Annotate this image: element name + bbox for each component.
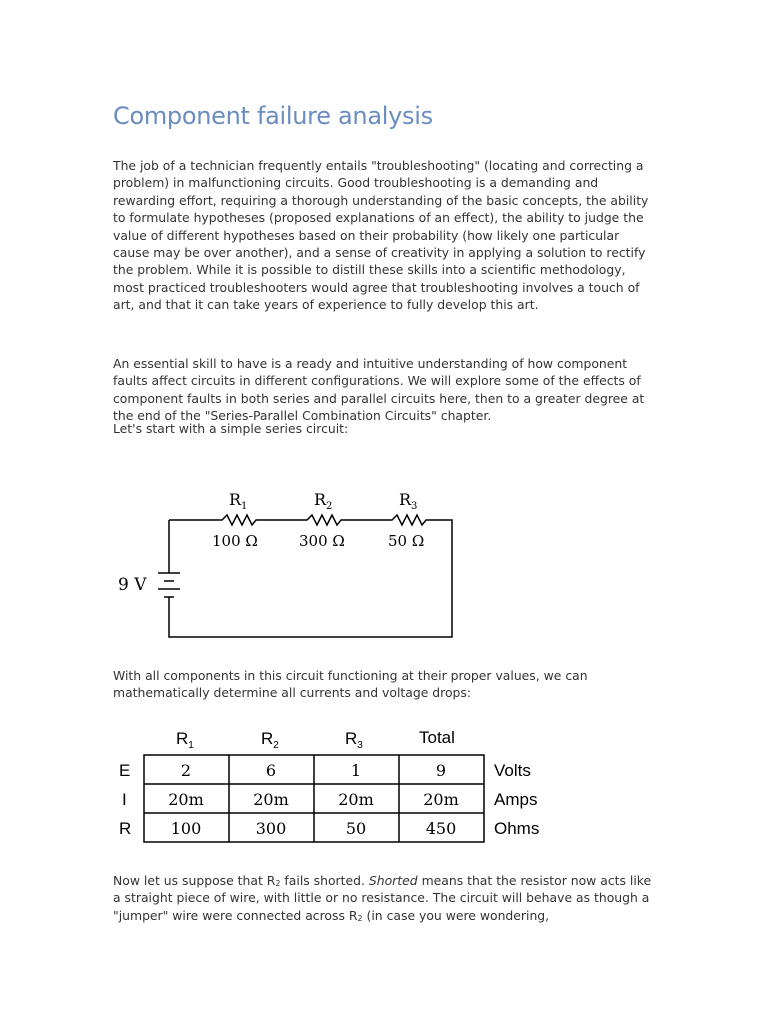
col-header-r3: $R_3$ xyxy=(345,729,363,751)
table-cell: 1 xyxy=(350,761,362,780)
battery-label: 9 V xyxy=(118,575,147,595)
intro-paragraph: The job of a technician frequently entails "troubleshooting" (locating and correcting a problem) in malfunctioning circuits. Good troubleshooting is a demanding and rewarding effort, requiring a thorough understanding of the basic concepts, the ability to formulate hypotheses (proposed explanations of an effect), the ability to judge the value of different hypotheses based on their probability (how likely one particular cause may be over another), and a sense of creativity in applying a solution to rectify the problem. While it is possible to distill these skills into a scientific methodology, most practiced troubleshooters would agree that troubleshooting involves a touch of art, and that it can take years of experience to fully develop this art. xyxy=(113,158,649,313)
skill-paragraph: An essential skill to have is a ready and intuitive understanding of how component faults affect circuits in different configurations. We will explore some of the effects of component faults in both series and parallel circuits here, then to a greater degree at the end of the "Series-Parallel Combination Circuits" chapter. xyxy=(113,356,645,424)
table-cell: 9 xyxy=(435,761,447,780)
r1-value: 100 Ω xyxy=(212,532,258,550)
table-cell: 20m xyxy=(338,790,374,809)
row-label-e: E xyxy=(119,761,131,780)
table-cell: 450 xyxy=(425,819,457,838)
row-label-i: I xyxy=(122,790,127,809)
r1-label: $R_1$ xyxy=(229,490,248,512)
table-cell: 20m xyxy=(423,790,459,809)
series-circuit-intro: Let's start with a simple series circuit: xyxy=(113,421,349,436)
table-cell: 2 xyxy=(180,761,192,780)
r2-value: 300 Ω xyxy=(299,532,345,550)
col-header-total: Total xyxy=(419,728,455,747)
table-cell: 300 xyxy=(255,819,287,838)
table-cell: 50 xyxy=(345,819,367,838)
unit-volts: Volts xyxy=(494,761,531,780)
table-cell: 100 xyxy=(170,819,202,838)
col-header-r1: $R_1$ xyxy=(176,729,194,751)
r3-label: $R_3$ xyxy=(399,490,418,512)
r2-label: $R_2$ xyxy=(314,490,333,512)
unit-ohms: Ohms xyxy=(494,819,540,838)
table-cell: 6 xyxy=(265,761,277,780)
page-title: Component failure analysis xyxy=(113,102,433,130)
table-cell: 20m xyxy=(253,790,289,809)
col-header-r2: $R_2$ xyxy=(261,729,279,751)
row-label-r: R xyxy=(119,819,132,838)
short-failure-paragraph: Now let us suppose that $R_2$ fails shorted. Shorted means that the resistor now acts like a straight piece of wire, with little or no resistance. The circuit will behave as though a "jumper" wire were connected across $R_2$ (in case you were wondering, xyxy=(113,873,652,923)
unit-amps: Amps xyxy=(494,790,538,809)
calculation-intro: With all components in this circuit functioning at their proper values, we can mathematically determine all currents and voltage drops: xyxy=(113,668,588,701)
table-cell: 20m xyxy=(168,790,204,809)
r3-value: 50 Ω xyxy=(388,532,425,550)
